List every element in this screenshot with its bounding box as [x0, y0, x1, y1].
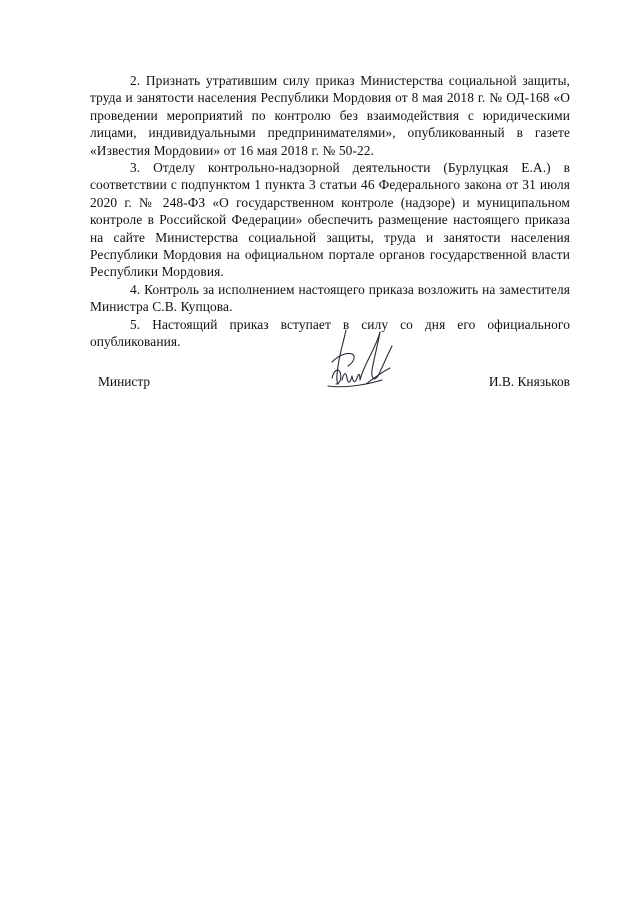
paragraph-item-3: 3. Отделу контрольно-надзорной деятельности (Бурлуцкая Е.А.) в соответствии с подпунктом 1 пункта 3 статьи 46 Федерального закона от 31 июля 2020 г. № 248-ФЗ «О государственном контроле (надзоре) и муниципальном контроле в Российской Федерации» обеспечить размещение настоящего приказа на сайте Министерства социальной защиты, труда и занятости населения Республики Мордовия на официальном портале органов государственной власти Республики Мордовия. [90, 160, 570, 280]
document-body [90, 72, 570, 351]
paragraph-item-2: 2. Признать утратившим силу приказ Министерства социальной защиты, труда и занятости населения Республики Мордовия от 8 мая 2018 г. № ОД-168 «О проведении мероприятий по контролю без взаимодействия с юридическими лицами, индивидуальными предпринимателями», опубликованный в газете «Известия Мордовии» от 16 мая 2018 г. № 50-22. [90, 73, 570, 158]
paragraph-item-5: 5. Настоящий приказ вступает в силу со дня его официального опубликования. [90, 316, 570, 350]
paragraph-item-4: 4. Контроль за исполнением настоящего приказа возложить на заместителя Министра С.В. Купцова. [90, 281, 570, 315]
signer-position: Министр [98, 374, 151, 389]
signature-block [90, 374, 570, 394]
signer-name: И.В. Князьков [488, 374, 570, 389]
